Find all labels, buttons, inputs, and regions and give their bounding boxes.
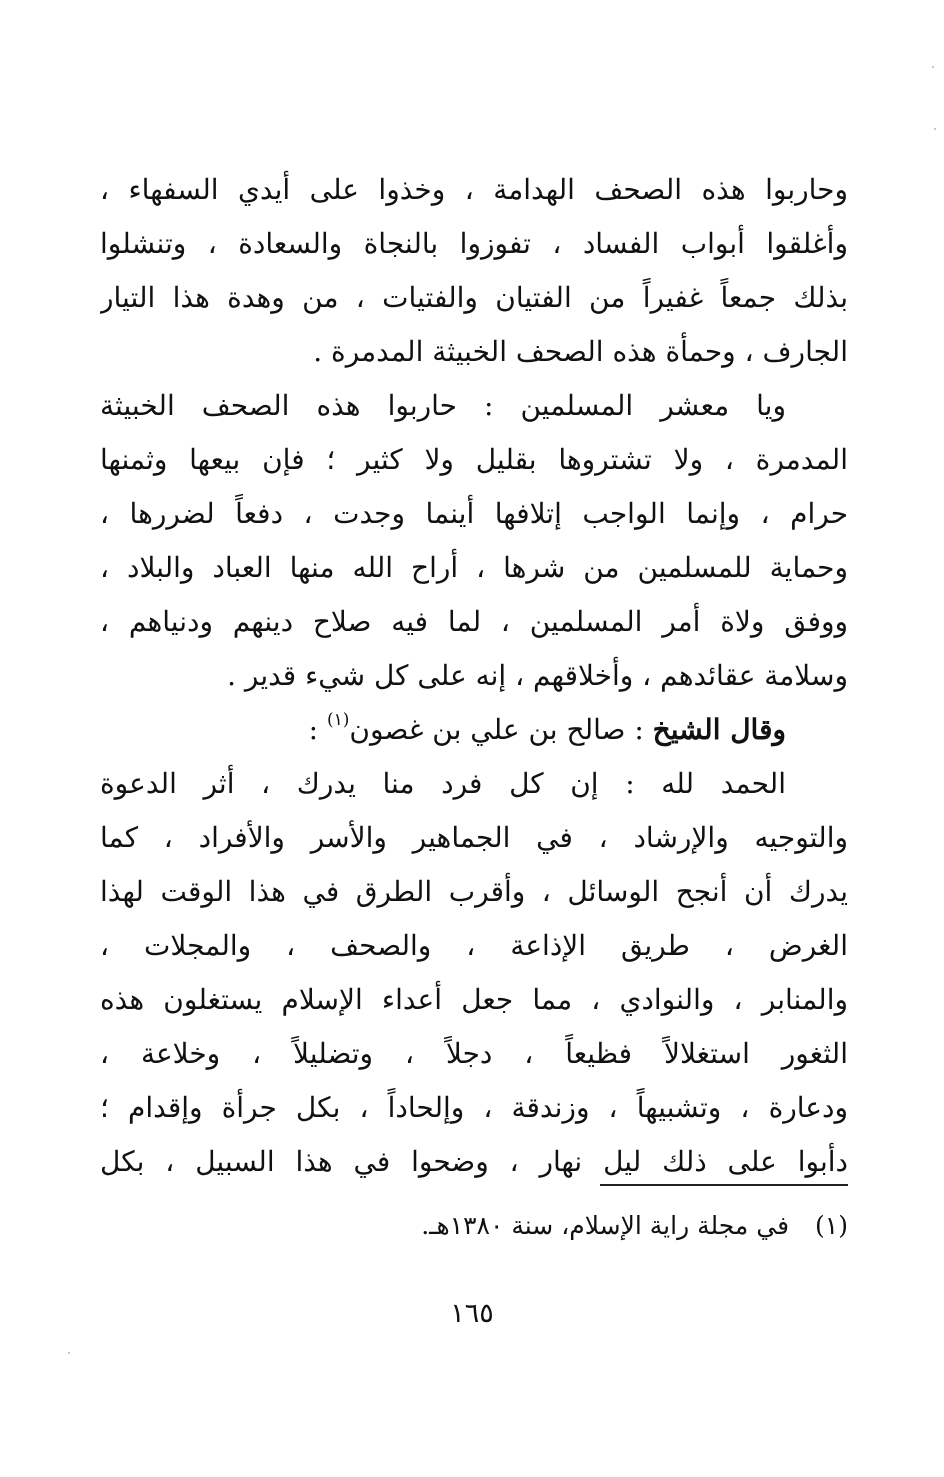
text-line: دأبوا على ذلك ليل نهار ، وضحوا في هذا السبيل ، بكل	[100, 1145, 848, 1178]
main-text	[100, 163, 848, 1189]
text-line: الحمد لله : إن كل فرد منا يدرك ، أثر الدعوة	[100, 767, 786, 800]
scan-speck	[932, 66, 934, 68]
heading-label: وقال الشيخ	[652, 713, 786, 746]
text-line: يدرك أن أنجح الوسائل ، وأقرب الطرق في هذا الوقت لهذا	[100, 875, 848, 908]
text-line: المدمرة ، ولا تشتروها بقليل ولا كثير ؛ فإن بيعها وثمنها	[100, 443, 848, 476]
text-line: وسلامة عقائدهم ، وأخلاقهم ، إنه على كل شيء قدير .	[227, 659, 848, 692]
footnote-reference: (١)	[327, 710, 350, 730]
footnote	[100, 1204, 848, 1248]
footnote-number: (١)	[815, 1211, 848, 1240]
footnote-text: في مجلة راية الإسلام، سنة ١٣٨٠هـ.	[421, 1211, 790, 1240]
footnote-divider	[600, 1184, 848, 1186]
text-line: حرام ، وإنما الواجب إتلافها أينما وجدت ، دفعاً لضررها ،	[100, 497, 848, 530]
text-line: الغرض ، طريق الإذاعة ، والصحف ، والمجلات ،	[100, 929, 848, 962]
text-line: وحاربوا هذه الصحف الهدامة ، وخذوا على أيدي السفهاء ،	[100, 173, 848, 206]
heading-suffix: :	[308, 713, 327, 746]
text-line: وحماية للمسلمين من شرها ، أراح الله منها العباد والبلاد ،	[100, 551, 848, 584]
text-line: بذلك جمعاً غفيراً من الفتيان والفتيات ، من وهدة هذا التيار	[100, 281, 848, 314]
page-number: ١٦٥	[450, 1298, 494, 1329]
text-line: ويا معشر المسلمين : حاربوا هذه الصحف الخبيثة	[100, 389, 786, 422]
text-line: الجارف ، وحمأة هذه الصحف الخبيثة المدمرة .	[313, 335, 848, 368]
text-line: الثغور استغلالاً فظيعاً ، دجلاً ، وتضليلاً ، وخلاعة ،	[100, 1037, 848, 1070]
text-line: والتوجيه والإرشاد ، في الجماهير والأسر والأفراد ، كما	[100, 821, 848, 854]
scan-speck	[934, 128, 936, 130]
text-line: ودعارة ، وتشبيهاً ، وزندقة ، وإلحاداً ، بكل جرأة وإقدام ؛	[100, 1091, 848, 1124]
text-line: والمنابر ، والنوادي ، مما جعل أعداء الإسلام يستغلون هذه	[100, 983, 848, 1016]
scan-speck	[68, 1352, 70, 1354]
heading-name: : صالح بن علي بن غصون	[349, 713, 644, 746]
text-line: ووفق ولاة أمر المسلمين ، لما فيه صلاح دينهم ودنياهم ،	[100, 605, 848, 638]
section-heading	[100, 703, 848, 757]
text-line: وأغلقوا أبواب الفساد ، تفوزوا بالنجاة والسعادة ، وتنشلوا	[100, 227, 848, 260]
